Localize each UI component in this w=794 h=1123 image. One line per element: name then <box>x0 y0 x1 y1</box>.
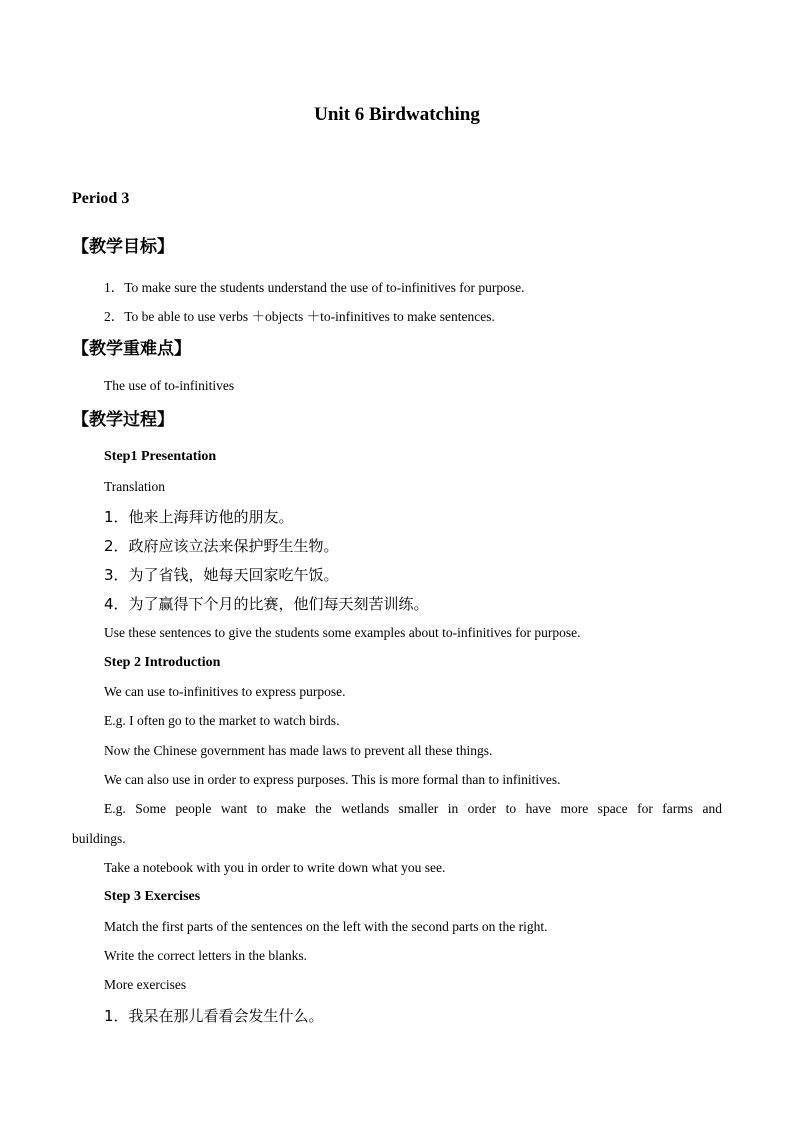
step3-line: More exercises <box>104 977 187 992</box>
translation-label: Translation <box>104 479 166 494</box>
step3-line: Write the correct letters in the blanks. <box>104 948 308 963</box>
objective-item: 1．To make sure the students understand the use of to-infinitives for purpose. <box>104 280 525 295</box>
step3-title: Step 3 Exercises <box>104 889 201 904</box>
step2-example: E.g. Some people want to make the wetlands smaller in order to have more space for farms and <box>104 801 722 816</box>
translation-sentence: 3．为了省钱，她每天回家吃午饭。 <box>104 566 339 584</box>
step2-line: E.g. I often go to the market to watch birds. <box>104 713 340 728</box>
translation-sentence: 4．为了赢得下个月的比赛，他们每天刻苦训练。 <box>104 595 429 613</box>
step1-title: Step1 Presentation <box>104 449 217 464</box>
translation-sentence: 1．他来上海拜访他的朋友。 <box>104 508 294 526</box>
translation-sentence: 2．政府应该立法来保护野生生物。 <box>104 537 339 555</box>
step2-line: We can also use in order to express purposes. This is more formal than to infinitives. <box>104 772 561 787</box>
step1-note: Use these sentences to give the students some examples about to-infinitives for purpose. <box>104 625 581 640</box>
process-heading: 【教学过程】 <box>72 410 174 430</box>
objectives-heading: 【教学目标】 <box>72 237 174 257</box>
key-points-text: The use of to-infinitives <box>104 378 235 393</box>
step2-line: We can use to-infinitives to express purpose. <box>104 684 346 699</box>
period-label: Period 3 <box>72 190 130 207</box>
key-points-heading: 【教学重难点】 <box>72 339 191 359</box>
step2-line: Take a notebook with you in order to write down what you see. <box>104 860 446 875</box>
step2-line: Now the Chinese government has made laws to prevent all these things. <box>104 743 493 758</box>
step3-line: Match the first parts of the sentences on the left with the second parts on the right. <box>104 919 548 934</box>
document-title: Unit 6 Birdwatching <box>314 104 480 125</box>
objective-item: 2．To be able to use verbs ＋objects ＋to-infinitives to make sentences. <box>104 309 495 324</box>
step2-title: Step 2 Introduction <box>104 655 221 670</box>
exercise-sentence: 1．我呆在那儿看看会发生什么。 <box>104 1007 324 1025</box>
step2-example-continued: buildings. <box>72 831 126 846</box>
